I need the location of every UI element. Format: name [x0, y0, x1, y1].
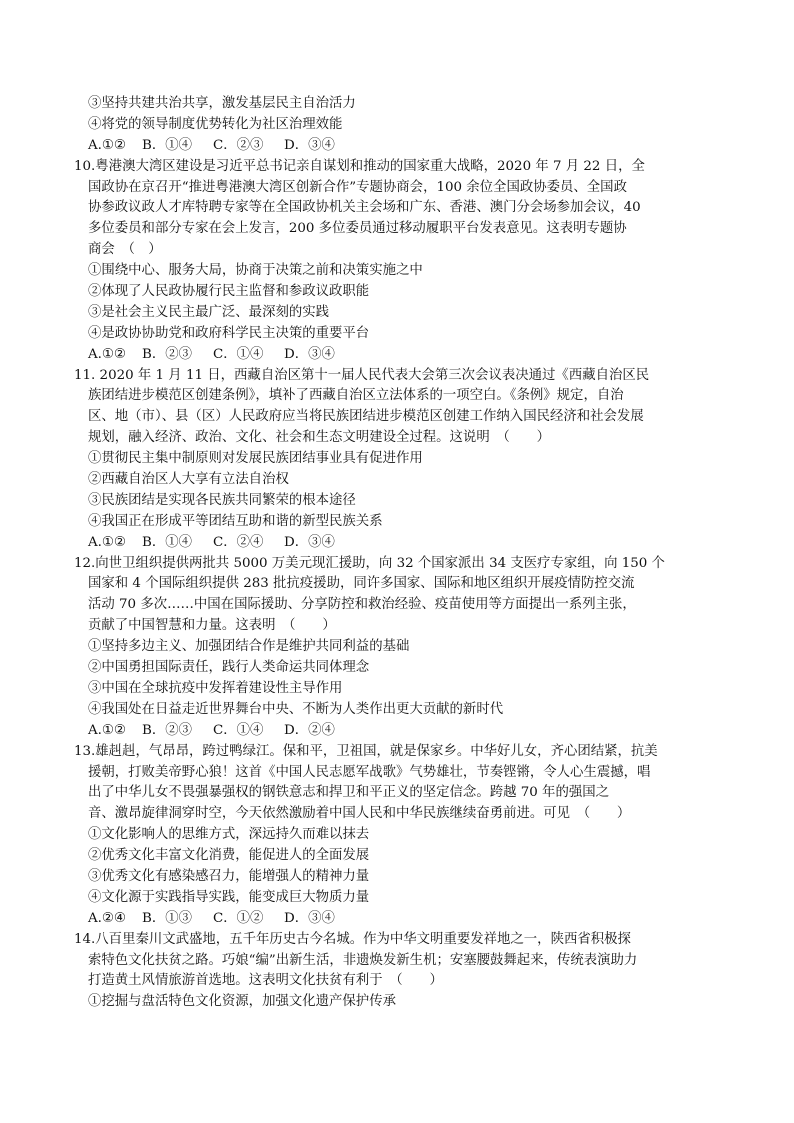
option-line: ②中国勇担国际责任，践行人类命运共同体理念	[88, 660, 370, 676]
choice-row	[74, 721, 694, 742]
question-stem-line: 索特色文化扶贫之路。巧娘“编”出新生活，非遗焕发新生机；安塞腰鼓舞起来，传统表演助力	[88, 952, 638, 968]
question-stem-line: 商会 （ ）	[88, 242, 162, 258]
question-stem-line: 族团结进步模范区创建条例》，填补了西藏自治区立法体系的一项空白。《条例》规定，自治	[88, 388, 624, 404]
option-line: ③优秀文化有感染感召力，能增强人的精神力量	[88, 868, 370, 884]
question-12	[74, 554, 694, 742]
choice-c: C．①②	[213, 910, 264, 926]
option-line: ②优秀文化丰富文化消费，能促进人的全面发展	[88, 848, 370, 864]
choice-b: B．①④	[142, 137, 193, 153]
choice-a: A.①②	[88, 346, 126, 362]
choice-d: D．②④	[284, 722, 335, 738]
choice-a: A.①②	[88, 534, 126, 550]
option-line: ④我国正在形成平等团结互助和谐的新型民族关系	[88, 513, 383, 529]
choice-c: C．②④	[213, 534, 264, 550]
choice-d: D．③④	[284, 534, 335, 550]
question-stem-line: 12.向世卫组织提供两批共 5000 万美元现汇援助，向 32 个国家派出 34 支医疗专家组，向 150 个	[74, 555, 665, 571]
choice-row	[74, 136, 694, 157]
question-stem-line: 国家和 4 个国际组织提供 283 批抗疫援助，同许多国家、国际和地区组织开展疫情防控交流	[88, 576, 635, 592]
question-stem-line: 活动 70 多次……中国在国际援助、分享防控和救治经验、疫苗使用等方面提出一系列主张，	[88, 597, 636, 613]
option-line: ③民族团结是实现各民族共同繁荣的根本途径	[88, 492, 356, 508]
choice-b: B．①③	[142, 910, 193, 926]
question-stem-line: 13.雄赳赳，气昂昂，跨过鸭绿江。保和平，卫祖国，就是保家乡。中华好儿女，齐心团结紧，抗美	[74, 743, 658, 759]
question-stem-line: 音、激昂旋律洞穿时空，今天依然激励着中国人民和中华民族继续奋勇前进。可见 （ ）	[88, 806, 631, 822]
choice-d: D．③④	[284, 346, 335, 362]
option-line: ③坚持共建共治共享，激发基层民主自治活力	[88, 96, 356, 111]
question-stem-line: 规划，融入经济、政治、文化、社会和生态文明建设全过程。这说明 （ ）	[88, 430, 550, 446]
option-line: ④将党的领导制度优势转化为社区治理效能	[88, 116, 343, 132]
option-line: ④是政协协助党和政府科学民主决策的重要平台	[88, 325, 370, 341]
option-line: ①围绕中心、服务大局，协商于决策之前和决策实施之中	[88, 263, 423, 279]
choice-a: A.②④	[88, 910, 126, 926]
question-14	[74, 930, 694, 1014]
choice-row	[74, 345, 694, 366]
question-10	[74, 157, 694, 366]
option-line: ①挖掘与盘活特色文化资源，加强文化遗产保护传承	[88, 994, 396, 1010]
question-stem-line: 贡献了中国智慧和力量。这表明 （ ）	[88, 618, 336, 634]
question-stem-line: 国政协在京召开“推进粤港澳大湾区创新合作”专题协商会，100 余位全国政协委员、全国政	[88, 179, 627, 195]
option-line: ①文化影响人的思维方式，深远持久而难以抹去	[88, 827, 370, 843]
question-stem-line: 协参政议政人才库特聘专家等在全国政协机关主会场和广东、香港、澳门分会场参加会议，40	[88, 200, 641, 216]
question-stem-line: 11. 2020 年 1 月 11 日，西藏自治区第十一届人民代表大会第三次会议表决通过《西藏自治区民	[74, 367, 650, 383]
question-13	[74, 742, 694, 930]
choice-c: C．①④	[213, 722, 264, 738]
question-stem-line: 多位委员和部分专家在会上发言，200 多位委员通过移动履职平台发表意见。这表明专题协	[88, 221, 627, 237]
option-line: ①坚持多边主义、加强团结合作是维护共同利益的基础	[88, 639, 410, 655]
choice-b: B．①④	[142, 534, 193, 550]
choice-a: A.①②	[88, 722, 126, 738]
question-11	[74, 366, 694, 554]
option-line: ②西藏自治区人大享有立法自治权	[88, 472, 289, 488]
question-stem-line: 打造黄土风情旅游首选地。这表明文化扶贫有利于 （ ）	[88, 973, 443, 989]
question-stem-line: 援朝，打败美帝野心狼！这首《中国人民志愿军战歌》气势雄壮，节奏铿锵，令人心生震撼，唱	[88, 764, 651, 780]
choice-c: C．①④	[213, 346, 264, 362]
question-stem-line: 出了中华儿女不畏强暴强权的钢铁意志和捍卫和平正义的坚定信念。跨越 70 年的强国之	[88, 785, 610, 801]
choice-a: A.①②	[88, 137, 126, 153]
choice-c: C．②③	[213, 137, 264, 153]
choice-b: B．②③	[142, 722, 193, 738]
page-content	[74, 94, 694, 1013]
option-line: ④文化源于实践指导实践，能变成巨大物质力量	[88, 889, 370, 905]
question-stem-line: 区、地（市）、县（区）人民政府应当将民族团结进步模范区创建工作纳入国民经济和社会发展	[88, 409, 644, 425]
option-line: ②体现了人民政协履行民主监督和参政议政职能	[88, 284, 370, 300]
choice-b: B．②③	[142, 346, 193, 362]
option-line: ④我国处在日益走近世界舞台中央、不断为人类作出更大贡献的新时代	[88, 701, 504, 717]
choice-row	[74, 909, 694, 930]
choice-d: D．③④	[284, 910, 335, 926]
choice-row	[74, 533, 694, 554]
option-line: ③中国在全球抗疫中发挥着建设性主导作用	[88, 680, 343, 696]
question-stem-line: 10.粤港澳大湾区建设是习近平总书记亲自谋划和推动的国家重大战略，2020 年 7 月 22 日，全	[74, 158, 645, 174]
option-line: ③是社会主义民主最广泛、最深刻的实践	[88, 304, 330, 320]
question-stem-line: 14.八百里秦川文武盛地，五千年历史古今名城。作为中华文明重要发祥地之一，陕西省积极探	[74, 931, 631, 947]
choice-d: D．③④	[284, 137, 335, 153]
prev-question-tail	[74, 94, 694, 157]
option-line: ①贯彻民主集中制原则对发展民族团结事业具有促进作用	[88, 451, 423, 467]
